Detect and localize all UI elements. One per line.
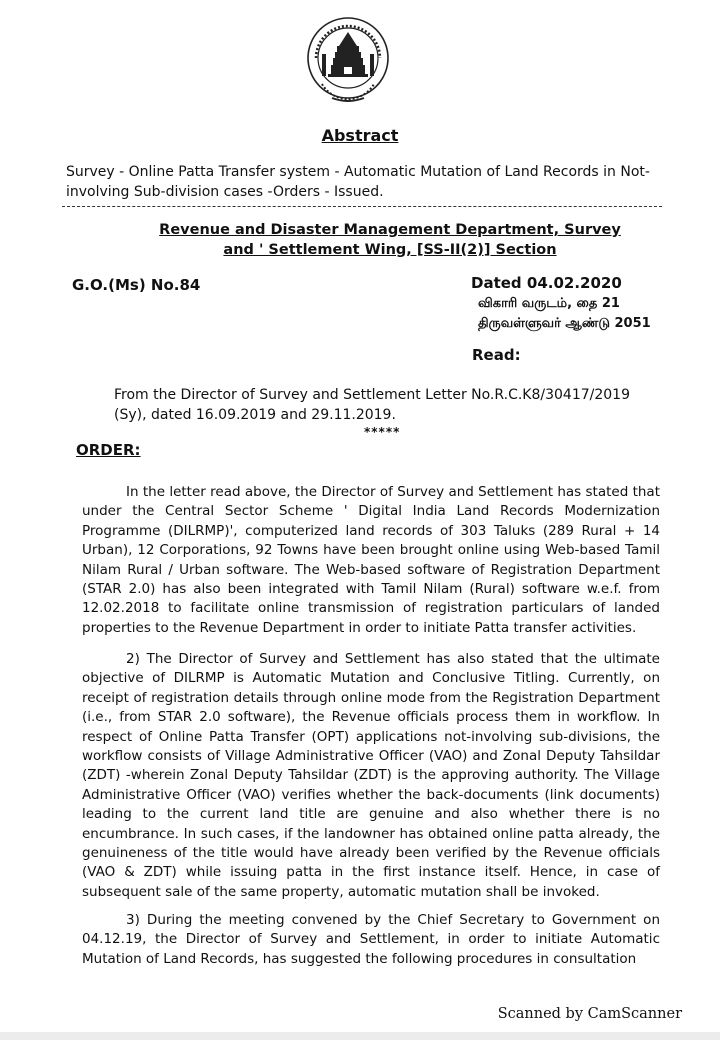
order-heading: ORDER: — [76, 441, 141, 459]
reference-letter: From the Director of Survey and Settlement Letter No.R.C.K8/30417/2019 (Sy), dated 16.09.2019 and 29.11.2019. — [114, 387, 630, 423]
bottom-strip — [0, 1032, 720, 1040]
tamil-era-year: திருவள்ளுவர் ஆண்டு 2051 — [478, 316, 651, 331]
order-paragraph-2: 2) The Director of Survey and Settlement has also stated that the ultimate objective of DILRMP is Automatic Mutation and Conclusive Titling. Currently, on receipt of registration details through online mode from the Registration Department (i.e., from STAR 2.0 software), the Revenue officials process them in workflow. In respect of Online Patta Transfer (OPT) applications not-involving sub-divisions, the workflow consists of Village Administrative Officer (VAO) and Zonal Deputy Tahsildar (ZDT) -wherein Zonal Deputy Tahsildar (ZDT) is the approving authority. The Village Administrative Officer (VAO) verifies whether the back-documents (link documents) leading to the current land title are genuine and also whether there is no encumbrance. In such cases, if the landowner has obtained online patta already, the genuineness of the title would have already been verified by the Revenue officials (VAO & ZDT) while issuing patta in the first instance itself. Hence, in case of subsequent sale of the same property, automatic mutation shall be invoked. — [82, 651, 660, 900]
read-label: Read: — [472, 346, 521, 364]
order-paragraph-1: In the letter read above, the Director of Survey and Settlement has stated that under the Central Sector Scheme ' Digital India Land Records Modernization Programme (DILRMP)', computerized land records of 303 Taluks (289 Rural + 14 Urban), 12 Corporations, 92 Towns have been brought online using Web-based Tamil Nilam Rural / Urban software. The Web-based software of Registration Department (STAR 2.0) has also been integrated with Tamil Nilam (Rural) software w.e.f. from 12.02.2018 to facilitate online transmission of registration particulars of landed properties to the Revenue Department in order to initiate Patta transfer activities. — [82, 484, 660, 636]
abstract-title: Abstract — [321, 126, 399, 145]
date-label: Dated 04.02.2020 — [471, 274, 622, 292]
separator-stars: ***** — [364, 425, 401, 439]
tamil-year: விகாரி வருடம், தை 21 — [478, 296, 620, 311]
go-number: G.O.(Ms) No.84 — [72, 276, 201, 294]
order-paragraph-3: 3) During the meeting convened by the Chief Secretary to Government on 04.12.19, the Director of Survey and Settlement, in order to initiate Automatic Mutation of Land Records, has suggested the following procedures in consultation — [82, 912, 660, 967]
dashed-divider — [62, 206, 662, 207]
subject-text: Survey - Online Patta Transfer system - Automatic Mutation of Land Records in Not-involving Sub-division cases -Orders - Issued. — [66, 164, 650, 200]
tamil-nadu-emblem-logo — [306, 14, 390, 108]
camscanner-watermark: Scanned by CamScanner — [497, 1006, 682, 1022]
department-heading: Revenue and Disaster Management Department, Survey and ' Settlement Wing, [SS-II(2)] Section — [159, 222, 621, 258]
